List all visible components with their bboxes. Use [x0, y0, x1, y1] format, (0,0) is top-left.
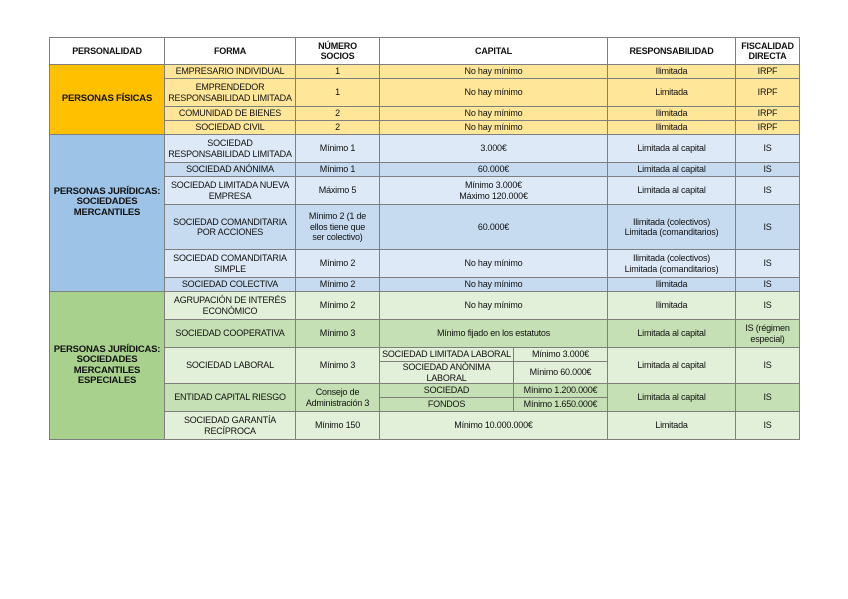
header-fiscal-line1: FISCALIDAD: [741, 40, 794, 51]
socios-cell: [296, 205, 380, 250]
header-personalidad: PERSONALIDAD: [50, 38, 165, 65]
fiscalidad-cell: IS: [736, 163, 800, 177]
forma-line: AGRUPACIÓN DE INTERÉS: [173, 295, 287, 305]
table-row: [50, 292, 800, 320]
socios-line: Mínimo 2 (1 de: [308, 211, 367, 222]
socios-cell: [296, 384, 380, 412]
responsabilidad-cell: Ilimitada: [608, 121, 736, 135]
socios-cell: 2: [296, 107, 380, 121]
forma-cell: SOCIEDAD COOPERATIVA: [165, 320, 296, 348]
header-responsabilidad: RESPONSABILIDAD: [608, 38, 736, 65]
socios-cell: Mínimo 3: [296, 348, 380, 384]
forma-line: POR ACCIONES: [196, 227, 264, 237]
responsabilidad-cell: Limitada al capital: [608, 163, 736, 177]
forma-line: RECÍPROCA: [204, 425, 256, 436]
fiscalidad-cell: IS: [736, 177, 800, 205]
socios-cell: 2: [296, 121, 380, 135]
forma-cell: [165, 205, 296, 250]
fiscalidad-cell: IS: [736, 412, 800, 440]
capital-sub-value: Mínimo 1.650.000€: [514, 398, 608, 412]
group-line: SOCIEDADES: [76, 354, 138, 365]
capital-cell: 60.000€: [380, 163, 608, 177]
resp-line: Limitada (comanditarios): [624, 263, 719, 274]
forma-line: SOCIEDAD LIMITADA NUEVA: [170, 180, 290, 190]
capital-cell: Mínimo 10.000.000€: [380, 412, 608, 440]
forma-cell: COMUNIDAD DE BIENES: [165, 107, 296, 121]
fiscalidad-cell: IRPF: [736, 65, 800, 79]
fiscalidad-cell: IS: [736, 135, 800, 163]
capital-sub-value: Mínimo 3.000€: [514, 348, 608, 362]
responsabilidad-cell: Limitada al capital: [608, 320, 736, 348]
socios-cell: Mínimo 2: [296, 292, 380, 320]
fiscalidad-cell: IS: [736, 278, 800, 292]
forma-cell: [165, 412, 296, 440]
socios-line: ser colectivo): [312, 232, 363, 243]
responsabilidad-cell: Ilimitada: [608, 107, 736, 121]
responsabilidad-cell: Limitada: [608, 412, 736, 440]
forma-cell: SOCIEDAD ANÓNIMA: [165, 163, 296, 177]
fiscalidad-cell: IRPF: [736, 107, 800, 121]
group-line: ESPECIALES: [77, 375, 137, 386]
group-line: SOCIEDADES: [76, 196, 138, 208]
forma-line: SIMPLE: [214, 263, 246, 274]
socios-cell: 1: [296, 65, 380, 79]
header-socios-line2: SOCIOS: [320, 51, 355, 61]
socios-cell: Mínimo 3: [296, 320, 380, 348]
capital-line: Mínimo 3.000€: [465, 180, 522, 190]
resp-line: Limitada (comanditarios): [624, 227, 719, 237]
comparison-table: [49, 37, 800, 440]
socios-cell: Mínimo 1: [296, 135, 380, 163]
group-line: MERCANTILES: [73, 206, 141, 218]
fiscalidad-cell: IRPF: [736, 121, 800, 135]
socios-line: Administración 3: [305, 397, 370, 408]
forma-cell: [165, 177, 296, 205]
responsabilidad-cell: Limitada al capital: [608, 384, 736, 412]
forma-line: SOCIEDAD COMANDITARIA: [173, 216, 287, 227]
group-line: PERSONAS JURÍDICAS:: [53, 185, 161, 197]
capital-cell: No hay mínimo: [380, 65, 608, 79]
forma-cell: SOCIEDAD LABORAL: [165, 348, 296, 384]
forma-cell: SOCIEDAD CIVIL: [165, 121, 296, 135]
responsabilidad-cell: Limitada: [608, 79, 736, 107]
responsabilidad-cell: Ilimitada: [608, 292, 736, 320]
responsabilidad-cell: Ilimitada: [608, 65, 736, 79]
forma-cell: EMPRESARIO INDIVIDUAL: [165, 65, 296, 79]
socios-line: Consejo de: [315, 387, 360, 397]
forma-cell: [165, 250, 296, 278]
fiscal-line: IS (régimen: [745, 323, 790, 333]
forma-line: EMPRENDEDOR: [195, 82, 265, 92]
fiscalidad-cell: IRPF: [736, 79, 800, 107]
capital-cell: No hay mínimo: [380, 292, 608, 320]
responsabilidad-cell: Limitada al capital: [608, 348, 736, 384]
fiscalidad-cell: [736, 320, 800, 348]
capital-cell: Mínimo fijado en los estatutos: [380, 320, 608, 348]
fiscalidad-cell: IS: [736, 292, 800, 320]
forma-line: SOCIEDAD GARANTÍA: [183, 415, 277, 425]
table-row: [50, 135, 800, 163]
forma-line: SOCIEDAD: [207, 138, 253, 148]
capital-sub-label: SOCIEDAD ANÓNIMA LABORAL: [380, 362, 514, 384]
group-personas-juridicas-especiales: [50, 292, 165, 440]
forma-cell: [165, 79, 296, 107]
forma-cell: [165, 292, 296, 320]
resp-line: Ilimitada (colectivos): [632, 253, 711, 263]
group-line: PERSONAS JURÍDICAS:: [53, 343, 161, 355]
header-fiscalidad: [736, 38, 800, 65]
socios-cell: Mínimo 2: [296, 278, 380, 292]
forma-cell: SOCIEDAD COLECTIVA: [165, 278, 296, 292]
fiscalidad-cell: IS: [736, 348, 800, 384]
responsabilidad-cell: [608, 250, 736, 278]
capital-line: Máximo 120.000€: [459, 190, 528, 201]
group-personas-fisicas: PERSONAS FÍSICAS: [50, 65, 165, 135]
capital-cell: 3.000€: [380, 135, 608, 163]
responsabilidad-cell: Limitada al capital: [608, 135, 736, 163]
capital-cell: No hay mínimo: [380, 79, 608, 107]
capital-sub-label: SOCIEDAD: [380, 384, 514, 398]
responsabilidad-cell: Ilimitada: [608, 278, 736, 292]
responsabilidad-cell: Limitada al capital: [608, 177, 736, 205]
header-capital: CAPITAL: [380, 38, 608, 65]
capital-cell: [380, 177, 608, 205]
forma-cell: ENTIDAD CAPITAL RIESGO: [165, 384, 296, 412]
resp-line: Ilimitada (colectivos): [632, 216, 711, 227]
capital-cell: No hay mínimo: [380, 278, 608, 292]
capital-cell: No hay mínimo: [380, 250, 608, 278]
forma-line: RESPONSABILIDAD LIMITADA: [168, 148, 292, 159]
capital-cell: No hay mínimo: [380, 121, 608, 135]
fiscalidad-cell: IS: [736, 205, 800, 250]
forma-line: RESPONSABILIDAD LIMITADA: [168, 92, 292, 103]
socios-line: ellos tiene que: [309, 221, 366, 232]
group-line: MERCANTILES: [73, 364, 141, 376]
capital-sub-value: Mínimo 1.200.000€: [514, 384, 608, 398]
forma-line: EMPRESA: [208, 190, 252, 201]
header-socios: [296, 38, 380, 65]
capital-sub-value: Mínimo 60.000€: [514, 362, 608, 384]
socios-cell: Mínimo 1: [296, 163, 380, 177]
capital-cell: No hay mínimo: [380, 107, 608, 121]
socios-cell: Máximo 5: [296, 177, 380, 205]
header-forma: FORMA: [165, 38, 296, 65]
forma-cell: [165, 135, 296, 163]
socios-cell: 1: [296, 79, 380, 107]
fiscalidad-cell: IS: [736, 384, 800, 412]
capital-sub-label: FONDOS: [380, 398, 514, 412]
forma-line: SOCIEDAD COMANDITARIA: [173, 253, 287, 263]
capital-cell: 60.000€: [380, 205, 608, 250]
header-socios-line1: NÚMERO: [318, 40, 357, 51]
header-row: [50, 38, 800, 65]
fiscalidad-cell: IS: [736, 250, 800, 278]
capital-sub-label: SOCIEDAD LIMITADA LABORAL: [380, 348, 514, 362]
table-row: [50, 65, 800, 79]
socios-cell: Mínimo 150: [296, 412, 380, 440]
group-personas-juridicas: [50, 135, 165, 292]
header-fiscal-line2: DIRECTA: [748, 51, 787, 61]
responsabilidad-cell: [608, 205, 736, 250]
fiscal-line: especial): [750, 333, 785, 344]
forma-line: ECONÓMICO: [202, 305, 258, 316]
socios-cell: Mínimo 2: [296, 250, 380, 278]
